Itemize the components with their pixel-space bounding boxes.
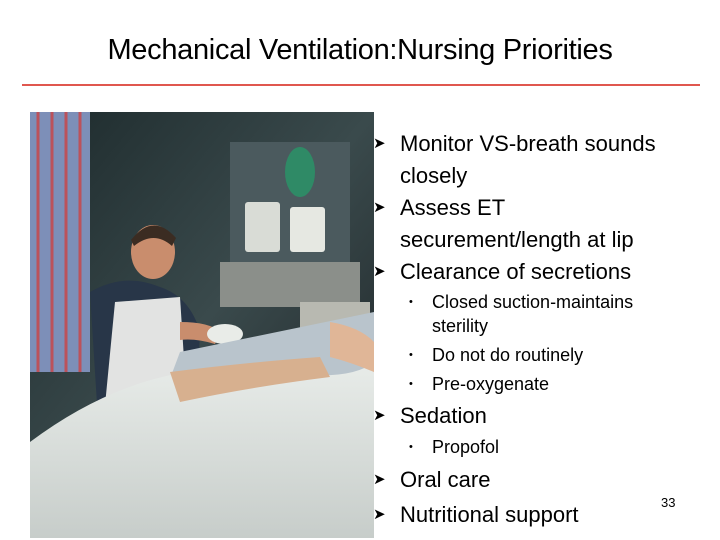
bullet-clearance: ➤ Clearance of secretions xyxy=(400,256,631,288)
slide-title: Mechanical Ventilation:Nursing Priorities xyxy=(107,34,613,66)
subbullet-not-routinely: • Do not do routinely xyxy=(409,345,584,365)
dot-bullet-icon: • xyxy=(409,349,413,361)
subbullet-pre-oxygenate: • Pre-oxygenate xyxy=(409,374,550,394)
bullet-nutritional-support: ➤ Nutritional support xyxy=(400,499,579,531)
dot-bullet-icon: • xyxy=(409,378,413,390)
arrow-bullet-icon: ➤ xyxy=(373,263,386,280)
arrow-bullet-icon: ➤ xyxy=(373,199,386,216)
bullet-oral-care: ➤ Oral care xyxy=(400,464,490,496)
bullet-assess-et: ➤ Assess ET securement/length at lip xyxy=(400,192,634,256)
dot-bullet-icon: • xyxy=(409,441,413,453)
subbullet-closed-suction: • Closed suction-maintains sterility xyxy=(409,292,634,336)
page-number: 33 xyxy=(661,495,676,510)
bullet-monitor-vs: ➤ Monitor VS-breath sounds closely xyxy=(400,128,656,192)
dot-bullet-icon: • xyxy=(409,296,413,308)
subbullet-propofol: • Propofol xyxy=(409,437,500,457)
bullet-sedation: ➤ Sedation xyxy=(400,400,487,432)
arrow-bullet-icon: ➤ xyxy=(373,506,386,523)
arrow-bullet-icon: ➤ xyxy=(373,407,386,424)
arrow-bullet-icon: ➤ xyxy=(373,135,386,152)
arrow-bullet-icon: ➤ xyxy=(373,471,386,488)
